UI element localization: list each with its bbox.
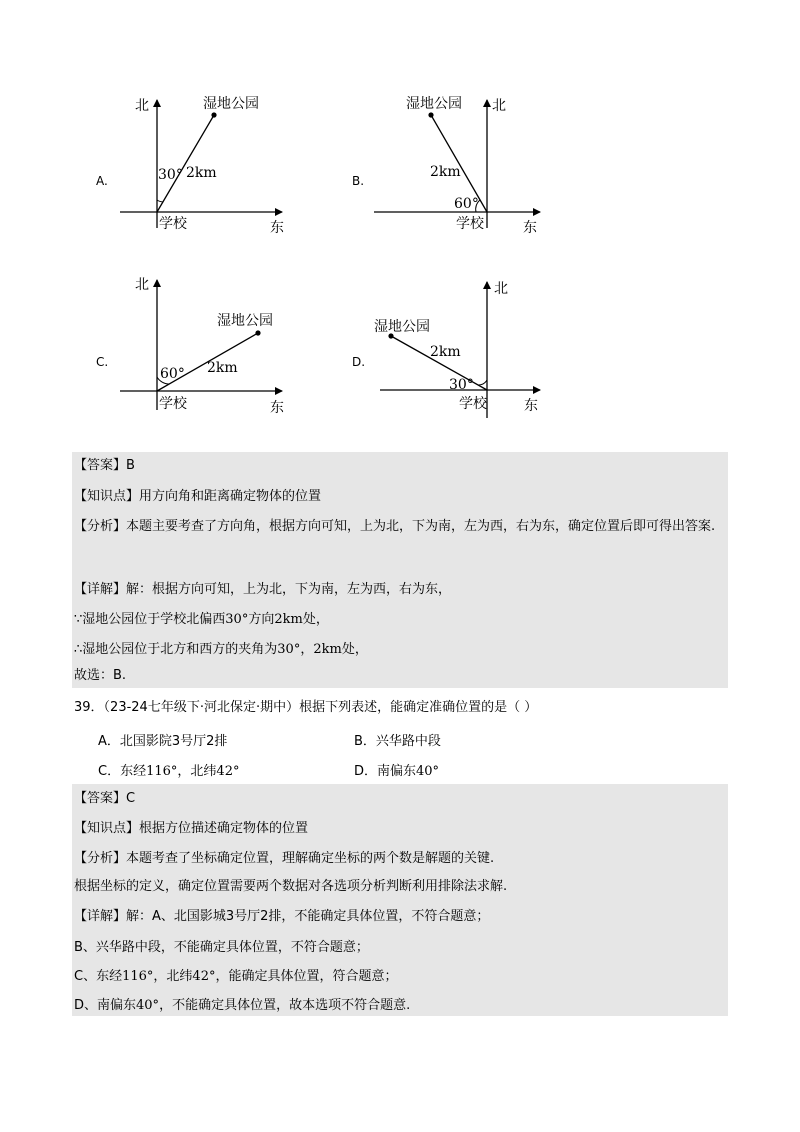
distance-label: 2km <box>186 165 217 181</box>
q38-choice: 故选：B. <box>74 668 127 683</box>
q38-analysis: 【分析】本题主要考查了方向角，根据方向可知，上为北，下为南，左为西，右为东，确定位置后即可得出答案. <box>74 519 716 534</box>
q39-detail-line-3: C、东经116°，北纬42°，能确定具体位置，符合题意； <box>74 969 398 984</box>
q39-analysis: 【分析】本题考查了坐标确定位置，理解确定坐标的两个数是解题的关键. <box>74 851 495 866</box>
option-a-label: A. <box>96 174 108 188</box>
q38-knowledge-point: 【知识点】用方向角和距离确定物体的位置 <box>74 489 322 504</box>
origin-label: 学校 <box>456 216 484 232</box>
diagram-option-d <box>365 270 550 423</box>
east-label: 东 <box>270 400 284 416</box>
park-label: 湿地公园 <box>406 96 462 112</box>
q39-option-b: B．兴华路中段 <box>354 734 441 749</box>
q39-analysis-2: 根据坐标的定义，确定位置需要两个数据对各选项分析判断利用排除法求解. <box>74 879 508 894</box>
angle-label: 60° <box>160 366 185 382</box>
q38-answer: 【答案】B <box>74 458 135 473</box>
q39-detail-line-1: 【详解】解：A、北国影城3号厅2排，不能确定具体位置，不符合题意； <box>74 909 490 924</box>
distance-label: 2km <box>430 344 461 360</box>
angle-label: 30° <box>449 377 474 393</box>
angle-label: 30° <box>158 167 183 183</box>
q39-option-a: A．北国影院3号厅2排 <box>98 734 228 749</box>
park-label: 湿地公园 <box>203 96 259 112</box>
park-label: 湿地公园 <box>217 313 273 329</box>
q39-detail-line-4: D、南偏东40°，不能确定具体位置，故本选项不符合题意. <box>74 998 411 1013</box>
diagram-option-c <box>110 268 300 423</box>
north-label: 北 <box>494 281 508 297</box>
east-label: 东 <box>524 398 538 414</box>
q39-answer: 【答案】C <box>74 791 136 806</box>
east-label: 东 <box>270 220 284 236</box>
option-d-label: D. <box>352 355 366 369</box>
origin-label: 学校 <box>159 216 187 232</box>
distance-label: 2km <box>207 360 238 376</box>
q39-detail-line-2: B、兴华路中段，不能确定具体位置，不符合题意； <box>74 940 369 955</box>
north-label: 北 <box>135 98 149 114</box>
origin-label: 学校 <box>459 396 487 412</box>
north-label: 北 <box>492 98 506 114</box>
option-b-label: B. <box>352 174 365 188</box>
angle-label: 60° <box>454 196 479 212</box>
q39-option-c: C．东经116°，北纬42° <box>98 764 240 779</box>
diagram-option-b <box>365 90 550 240</box>
q39-option-d: D．南偏东40° <box>354 764 440 779</box>
q38-detail-line-3: ∴湿地公园位于北方和西方的夹角为30°，2km处， <box>74 642 368 657</box>
origin-label: 学校 <box>159 396 187 412</box>
q39-knowledge-point: 【知识点】根据方位描述确定物体的位置 <box>74 821 309 836</box>
diagram-option-a <box>110 90 300 240</box>
q38-detail-line-2: ∵湿地公园位于学校北偏西30°方向2km处， <box>74 612 329 627</box>
park-label: 湿地公园 <box>374 319 430 335</box>
q38-detail-line-1: 【详解】解：根据方向可知，上为北，下为南，左为西，右为东， <box>74 582 452 597</box>
q39-stem: 39．（23-24七年级下·河北保定·期中）根据下列表述，能确定准确位置的是（ ） <box>74 700 538 715</box>
east-label: 东 <box>523 220 537 236</box>
distance-label: 2km <box>430 164 461 180</box>
north-label: 北 <box>135 277 149 293</box>
option-c-label: C. <box>96 355 109 369</box>
